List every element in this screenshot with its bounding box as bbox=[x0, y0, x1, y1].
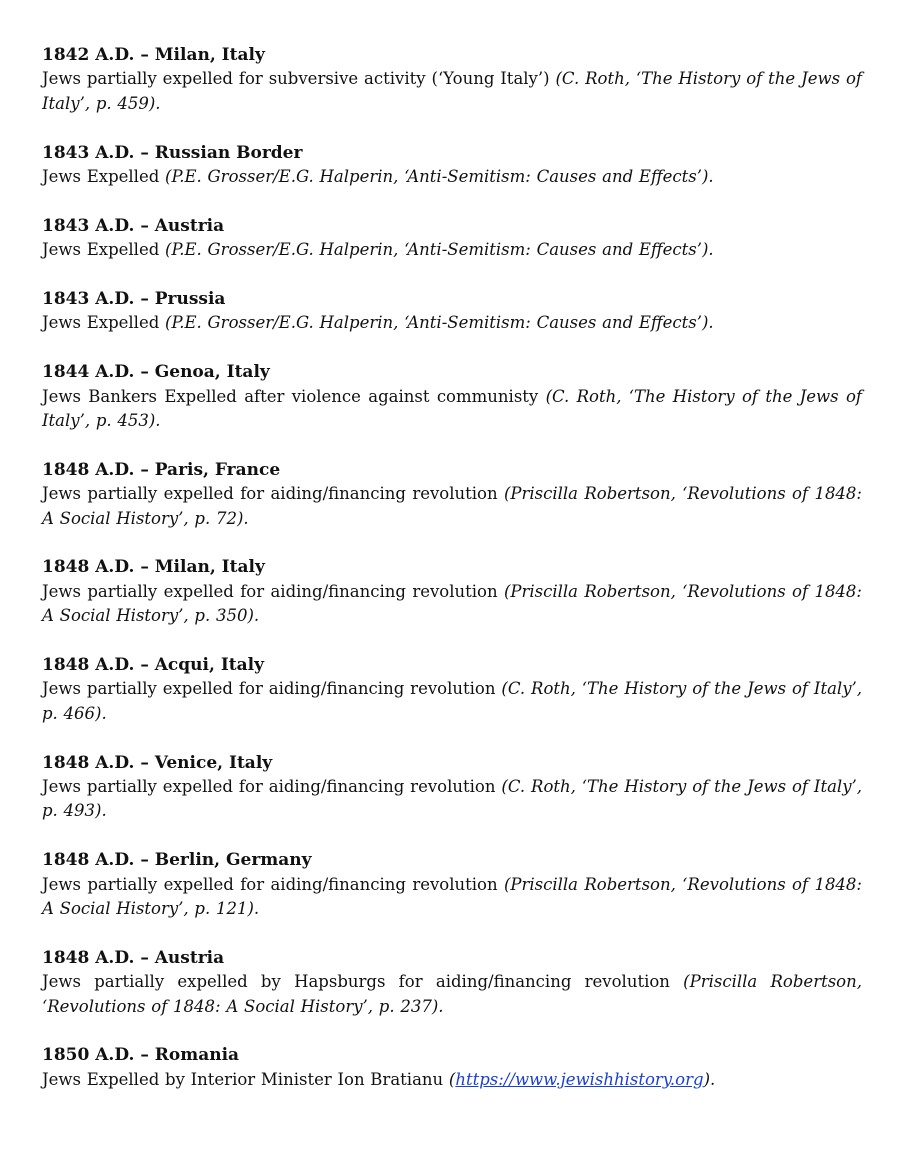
entry-citation: (P.E. Grosser/E.G. Halperin, ‘Anti-Semitism: Causes and Effects’). bbox=[165, 167, 714, 187]
entry-body bbox=[42, 775, 862, 824]
entry-citation-open: ( bbox=[448, 1069, 456, 1089]
entry-citation: (Priscilla Robertson, ‘Revolutions of 1848: A Social History’, p. 72). bbox=[42, 484, 862, 528]
entry-body bbox=[42, 873, 862, 922]
entry-body bbox=[42, 67, 862, 116]
entry-1848-milan bbox=[42, 555, 862, 628]
entry-text: Jews Bankers Expelled after violence against communisty bbox=[42, 386, 546, 406]
entry-heading: 1843 A.D. – Austria bbox=[42, 215, 225, 236]
entry-citation: (Priscilla Robertson, ‘Revolutions of 1848: A Social History’, p. 350). bbox=[42, 581, 862, 626]
entry-1848-acqui bbox=[42, 653, 862, 726]
entry-heading: 1848 A.D. – Milan, Italy bbox=[42, 557, 265, 578]
entry-body bbox=[42, 1068, 862, 1092]
entry-text: Jews Expelled by Interior Minister Ion Bratianu bbox=[42, 1069, 449, 1089]
entry-text: Jews partially expelled by Hapsburgs for aiding/financing revolution bbox=[42, 972, 684, 992]
entry-1842-milan bbox=[42, 43, 862, 116]
entry-1843-russian-border bbox=[42, 141, 862, 190]
entry-heading: 1848 A.D. – Venice, Italy bbox=[42, 752, 273, 773]
entry-body bbox=[42, 385, 862, 434]
entry-text: Jews partially expelled for aiding/financing revolution bbox=[42, 679, 502, 699]
entry-heading: 1848 A.D. – Paris, France bbox=[42, 459, 281, 480]
entry-text: Jews Expelled bbox=[42, 167, 166, 187]
entry-text: Jews Expelled bbox=[42, 240, 166, 260]
entry-heading: 1842 A.D. – Milan, Italy bbox=[42, 45, 265, 65]
entry-body bbox=[42, 165, 862, 189]
entry-body bbox=[42, 677, 862, 726]
entry-text: Jews partially expelled for aiding/financing revolution bbox=[42, 777, 502, 797]
entry-1848-venice bbox=[42, 751, 862, 824]
entry-text: Jews partially expelled for aiding/financing revolution bbox=[42, 874, 504, 894]
entry-text: Jews partially expelled for aiding/financing revolution bbox=[42, 484, 504, 504]
entry-citation: (C. Roth, ‘The History of the Jews of Italy’, p. 459). bbox=[42, 69, 862, 113]
entry-heading: 1848 A.D. – Austria bbox=[42, 947, 225, 968]
entry-1848-berlin bbox=[42, 848, 862, 921]
entry-citation: (Priscilla Robertson, ‘Revolutions of 1848: A Social History’, p. 237). bbox=[42, 972, 862, 1016]
entry-body bbox=[42, 238, 862, 262]
entry-citation: (C. Roth, ‘The History of the Jews of Italy’, p. 466). bbox=[42, 679, 863, 723]
entry-citation: (C. Roth, ‘The History of the Jews of Italy’, p. 453). bbox=[42, 386, 862, 431]
entry-citation: (Priscilla Robertson, ‘Revolutions of 1848: A Social History’, p. 121). bbox=[42, 874, 862, 919]
entry-citation-close: ). bbox=[703, 1069, 716, 1089]
entry-1843-austria bbox=[42, 214, 862, 263]
entry-citation: (C. Roth, ‘The History of the Jews of Italy’, p. 493). bbox=[42, 777, 863, 821]
entry-1844-genoa bbox=[42, 360, 862, 433]
entry-heading: 1850 A.D. – Romania bbox=[42, 1045, 240, 1066]
entry-heading: 1848 A.D. – Berlin, Germany bbox=[42, 850, 312, 871]
jewishhistory-link[interactable]: https://www.jewishhistory.org bbox=[455, 1069, 704, 1089]
entry-1848-austria bbox=[42, 946, 862, 1019]
entry-heading: 1843 A.D. – Russian Border bbox=[42, 142, 303, 163]
entry-1850-romania bbox=[42, 1043, 862, 1092]
entry-1843-prussia bbox=[42, 287, 862, 336]
entry-heading: 1843 A.D. – Prussia bbox=[42, 289, 226, 310]
entry-body bbox=[42, 311, 862, 335]
entry-1848-paris bbox=[42, 458, 862, 531]
entry-body bbox=[42, 970, 862, 1019]
entry-text: Jews partially expelled for subversive activity (‘Young Italy’) bbox=[42, 69, 556, 89]
entry-body bbox=[42, 580, 862, 629]
entry-citation: (P.E. Grosser/E.G. Halperin, ‘Anti-Semitism: Causes and Effects’). bbox=[165, 240, 714, 260]
entry-heading: 1844 A.D. – Genoa, Italy bbox=[42, 362, 270, 383]
entry-text: Jews partially expelled for aiding/financing revolution bbox=[42, 581, 504, 601]
entry-heading: 1848 A.D. – Acqui, Italy bbox=[42, 655, 264, 676]
entry-citation: (P.E. Grosser/E.G. Halperin, ‘Anti-Semitism: Causes and Effects’). bbox=[165, 313, 714, 333]
document-page bbox=[42, 43, 862, 1117]
entry-body bbox=[42, 482, 862, 531]
entry-text: Jews Expelled bbox=[42, 313, 166, 333]
